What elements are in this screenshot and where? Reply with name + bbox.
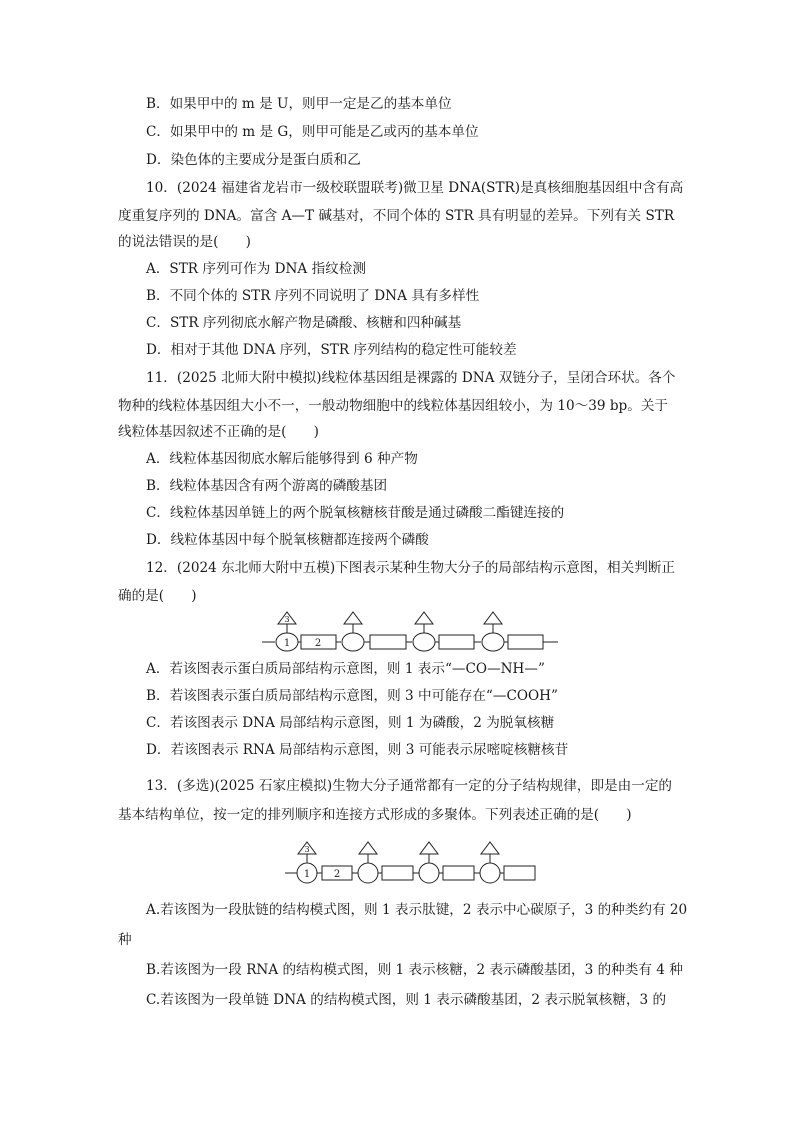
q10-stem-line1: 10．(2024 福建省龙岩市一级校联盟联考)微卫星 DNA(STR)是真核细胞基因组中含有高: [146, 180, 684, 196]
label-2: 2: [314, 638, 322, 649]
unit-circle: [480, 863, 500, 883]
q11-option-c: C．线粒体基因单链上的两个脱氧核糖核苷酸是通过磷酸二酯键连接的: [146, 505, 565, 521]
q13-polymer-diagram: [285, 838, 545, 886]
q12-polymer-diagram: [262, 608, 562, 656]
side-chain-triangle: [481, 842, 499, 854]
q9-option-d: D．染色体的主要成分是蛋白质和乙: [146, 152, 361, 168]
side-chain-triangle: [420, 842, 438, 854]
q10-option-d: D．相对于其他 DNA 序列，STR 序列结构的稳定性可能较差: [146, 342, 517, 358]
unit-circle: [419, 863, 439, 883]
q12-option-d: D．若该图表示 RNA 局部结构示意图，则 3 可能表示尿嘧啶核糖核苷: [146, 742, 569, 758]
side-chain-triangle: [359, 842, 377, 854]
unit-circle: [358, 863, 378, 883]
q11-option-d: D．线粒体基因中每个脱氧核糖都连接两个磷酸: [146, 532, 429, 548]
side-chain-triangle: [344, 612, 362, 624]
q10-stem-line3: 的说法错误的是( ): [118, 234, 251, 250]
q11-stem-line3: 线粒体基因叙述不正确的是( ): [118, 424, 319, 440]
unit-rect: [504, 866, 535, 880]
q13-option-b: B.若该图为一段 RNA 的结构模式图，则 1 表示核糖，2 表示磷酸基团，3 的种类有 4 种: [146, 962, 683, 978]
q13-option-a-line1: A.若该图为一段肽链的结构模式图，则 1 表示肽键，2 表示中心碳原子，3 的种类约有 20: [146, 902, 688, 918]
q10-stem-line2: 度重复序列的 DNA。富含 A—T 碱基对，不同个体的 STR 具有明显的差异。下列有关 STR: [118, 208, 675, 224]
side-chain-triangle: [484, 612, 502, 624]
q9-option-b: B．如果甲中的 m 是 U，则甲一定是乙的基本单位: [146, 96, 452, 112]
q13-stem-line1: 13．(多选)(2025 石家庄模拟)生物大分子通常都有一定的分子结构规律，即是由一定的: [146, 778, 673, 794]
label-3: 3: [304, 845, 310, 854]
label-1: 1: [283, 638, 291, 649]
unit-ellipse: [482, 633, 504, 651]
q13-stem-line2: 基本结构单位，按一定的排列顺序和连接方式形成的多聚体。下列表述正确的是( ): [118, 807, 632, 823]
q11-stem-line1: 11．(2025 北师大附中模拟)线粒体基因组是裸露的 DNA 双链分子，呈闭合环状。各个: [146, 370, 676, 386]
q11-stem-line2: 物种的线粒体基因组大小不一，一般动物细胞中的线粒体基因组较小，为 10～39 bp。关于: [118, 398, 669, 414]
q13-option-c: C.若该图为一段单链 DNA 的结构模式图，则 1 表示磷酸基团，2 表示脱氧核糖，3 的: [146, 992, 667, 1008]
q10-option-a: A．STR 序列可作为 DNA 指纹检测: [146, 261, 366, 277]
q12-option-a: A．若该图表示蛋白质局部结构示意图，则 1 表示“—CO—NH—”: [146, 661, 545, 677]
q10-option-c: C．STR 序列彻底水解产物是磷酸、核糖和四种碱基: [146, 315, 462, 331]
unit-rect: [382, 866, 413, 880]
label-3: 3: [284, 615, 290, 624]
q10-option-b: B．不同个体的 STR 序列不同说明了 DNA 具有多样性: [146, 288, 480, 304]
unit-ellipse: [342, 633, 364, 651]
q11-option-a: A．线粒体基因彻底水解后能够得到 6 种产物: [146, 451, 418, 467]
unit-rect: [443, 866, 474, 880]
side-chain-triangle: [415, 612, 433, 624]
q13-option-a-line2: 种: [118, 932, 132, 948]
unit-rect: [370, 635, 406, 649]
q12-stem-line1: 12．(2024 东北师大附中五模)下图表示某种生物大分子的局部结构示意图，相关判断正: [146, 560, 676, 576]
q9-option-c: C．如果甲中的 m 是 G，则甲可能是乙或丙的基本单位: [146, 124, 479, 140]
q11-option-b: B．线粒体基因含有两个游离的磷酸基团: [146, 478, 388, 494]
label-2: 2: [333, 869, 341, 880]
q12-stem-line2: 确的是( ): [118, 588, 197, 604]
unit-rect: [508, 635, 543, 649]
q12-option-b: B．若该图表示蛋白质局部结构示意图，则 3 中可能存在“—COOH”: [146, 688, 558, 704]
q12-option-c: C．若该图表示 DNA 局部结构示意图，则 1 为磷酸，2 为脱氧核糖: [146, 715, 555, 731]
label-1: 1: [303, 869, 311, 880]
unit-ellipse: [413, 633, 435, 651]
unit-rect: [439, 635, 474, 649]
